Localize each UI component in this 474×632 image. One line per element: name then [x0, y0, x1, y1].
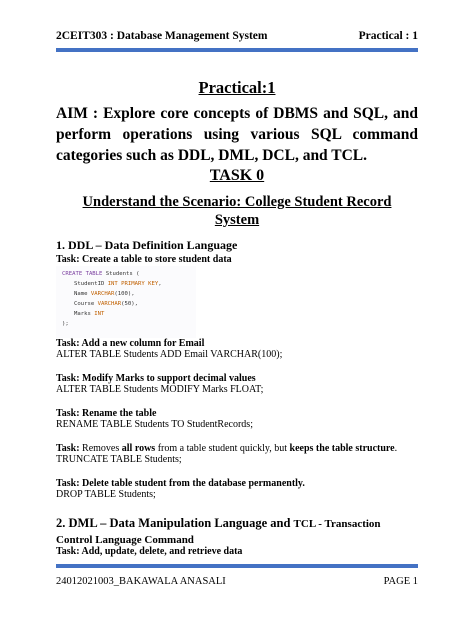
truncate-task: Task: Removes all rows from a table student quickly, but keeps the table structure.: [56, 443, 398, 454]
ddl-heading: 1. DDL – Data Definition Language: [56, 238, 238, 252]
code-line-1: CREATE TABLE Students (: [62, 271, 140, 277]
page-title: Practical:1: [198, 78, 276, 97]
header-rule: [56, 48, 418, 52]
code-line-3: Name VARCHAR(100),: [74, 291, 135, 297]
dml-heading: 2. DML – Data Manipulation Language and TCL - Transaction Control Language Command: [56, 516, 381, 546]
add-email-task: Task: Add a new column for Email: [56, 338, 205, 349]
aim-statement: AIM : Explore core concepts of DBMS and SQL, and perform operations using various SQL command categories such as DDL, DML, DCL, and TCL.: [56, 105, 418, 164]
rename-sql: RENAME TABLE Students TO StudentRecords;: [56, 419, 253, 430]
code-line-6: );: [62, 321, 69, 327]
author-id: 24012021003_BAKAWALA ANASALI: [56, 576, 226, 587]
add-email-sql: ALTER TABLE Students ADD Email VARCHAR(100);: [56, 349, 283, 360]
dml-task: Task: Add, update, delete, and retrieve data: [56, 546, 243, 557]
code-line-4: Course VARCHAR(50),: [74, 301, 138, 307]
page-header: [56, 30, 418, 44]
code-line-5: Marks INT: [74, 311, 105, 317]
drop-sql: DROP TABLE Students;: [56, 489, 156, 500]
modify-task: Task: Modify Marks to support decimal values: [56, 373, 256, 384]
page-number: PAGE 1: [383, 576, 418, 587]
modify-sql: ALTER TABLE Students MODIFY Marks FLOAT;: [56, 384, 264, 395]
task-heading: TASK 0: [209, 167, 265, 184]
practical-number: Practical : 1: [358, 30, 418, 42]
code-line-2: StudentID INT PRIMARY KEY,: [74, 281, 162, 287]
course-title: 2CEIT303 : Database Management System: [56, 30, 268, 42]
scenario-heading: Understand the Scenario: College Student Record System: [82, 194, 392, 228]
footer-rule: [56, 564, 418, 568]
create-task-label: Task: Create a table to store student data: [56, 254, 232, 265]
rename-task: Task: Rename the table: [56, 408, 157, 419]
truncate-sql: TRUNCATE TABLE Students;: [56, 454, 182, 465]
code-snippet-image: [56, 266, 196, 338]
drop-task: Task: Delete table student from the database permanently.: [56, 478, 305, 489]
